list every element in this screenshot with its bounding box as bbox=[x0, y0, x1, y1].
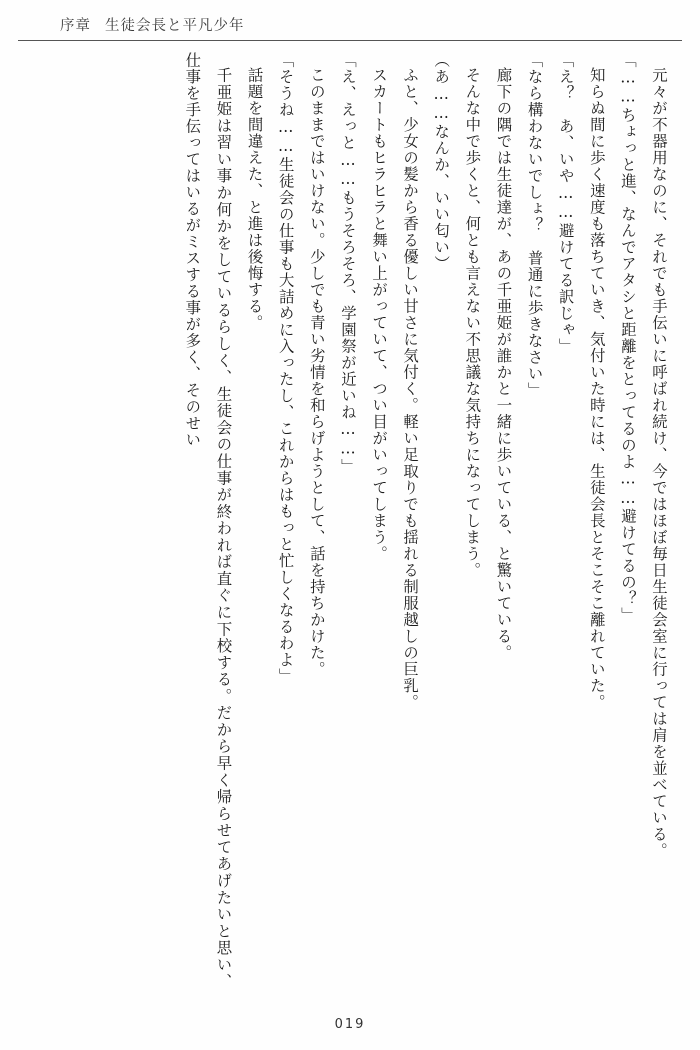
page-number: 019 bbox=[334, 1017, 366, 1032]
paragraph: そんな中で歩くと、何とも言えない不思議な気持ちになってしまう。 bbox=[463, 67, 482, 579]
paragraph: （あ……なんか、いい匂い） bbox=[432, 52, 451, 272]
paragraph: このままではいけない。少しでも青い劣情を和らげようとして、話を持ちかけた。 bbox=[307, 67, 326, 678]
paragraph: ふと、少女の髪から香る優しい甘さに気付く。軽い足取りでも揺れる制服越しの巨乳。 bbox=[401, 67, 420, 711]
header-divider bbox=[18, 40, 682, 41]
chapter-label: 序章 bbox=[60, 18, 91, 34]
body-text bbox=[30, 52, 674, 990]
paragraph: 「え、えっと……もうそろそろ、学園祭が近いね……」 bbox=[338, 52, 357, 475]
paragraph: 元々が不器用なのに、それでも手伝いに呼ばれ続け、今ではほぼ毎日生徒会室に行っては肩を並べている。 bbox=[650, 67, 668, 860]
paragraph: スカートもヒラヒラと舞い上がっていて、つい目がいってしまう。 bbox=[370, 67, 389, 563]
paragraph: 「そうね……生徒会の仕事も大詰めに入ったし、これからはもっと忙しくなるわよ」 bbox=[276, 52, 295, 685]
chapter-title: 生徒会長と平凡少年 bbox=[105, 18, 245, 34]
paragraph: 知らぬ間に歩く速度も落ちていき、気付いた時には、生徒会長とそこそこ離れていた。 bbox=[587, 67, 606, 711]
paragraph: 話題を間違えた、と進は後悔する。 bbox=[245, 67, 264, 332]
paragraph: 千亜姫は習い事か何かをしているらしく、生徒会の仕事が終われば直ぐに下校する。だから早く帰らせてあげたいと思い、仕事を手伝ってはいるがミスする事が多く、そのせい bbox=[183, 52, 233, 990]
running-header bbox=[60, 14, 245, 35]
paragraph: 「え？ あ、いや……避けてる訳じゃ」 bbox=[556, 52, 575, 355]
paragraph: 「なら構わないでしょ？ 普通に歩きなさい」 bbox=[525, 52, 544, 399]
paragraph: 廊下の隅では生徒達が、あの千亜姫が誰かと一緒に歩いている、と驚いている。 bbox=[494, 67, 513, 662]
paragraph: 「……ちょっと進、なんでアタシと距離をとってるのよ……避けてるの？」 bbox=[618, 52, 637, 624]
